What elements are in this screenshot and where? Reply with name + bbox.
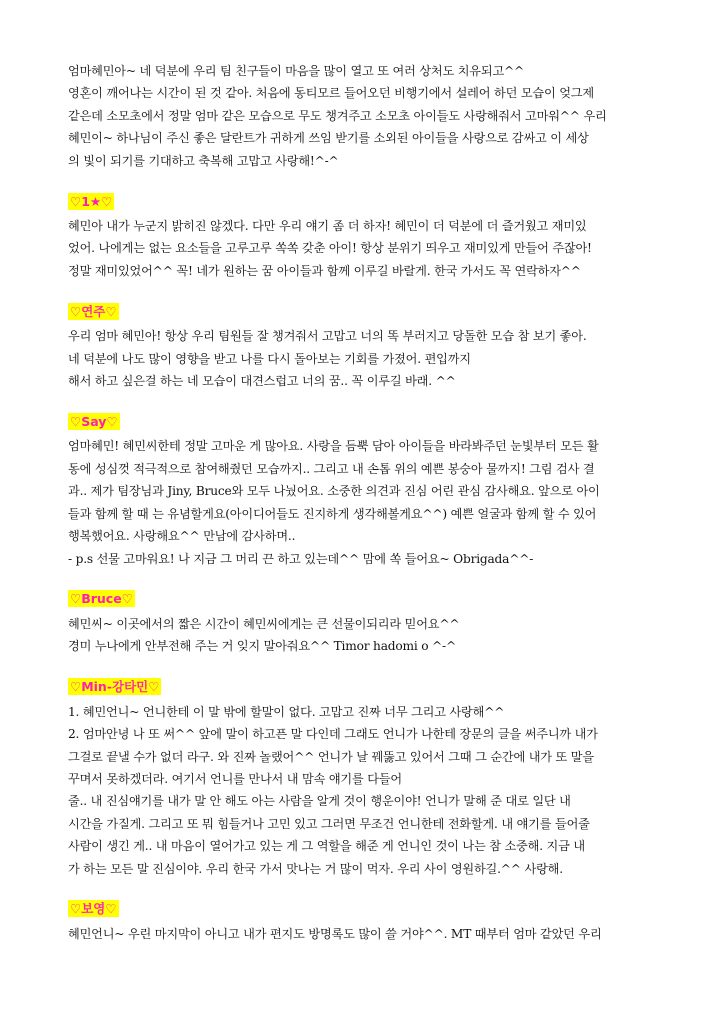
message-paragraph — [68, 435, 652, 569]
message-section — [68, 588, 652, 658]
text-line: 줄.. 내 진심얘기를 내가 말 안 해도 아는 사람을 알게 것이 행운이야! 언니가 말해 준 대로 일단 내 — [68, 794, 571, 809]
text-line: 네 덕분에 나도 많이 영향을 받고 나를 다시 돌아보는 기회를 가졌어. 편입까지 — [68, 351, 471, 366]
message-section — [68, 898, 652, 945]
text-line: 정말 재미있었어^^ 꼭! 네가 원하는 꿈 아이들과 함께 이루길 바랄게. 한국 가서도 꼭 연락하자^^ — [68, 263, 581, 278]
section-heading: ♡보영♡ — [70, 901, 117, 917]
text-line: 었어. 나에게는 없는 요소들을 고루고루 쏙쏙 갖춘 아이! 항상 분위기 띄우고 재미있게 만들어 주잖아! — [68, 241, 592, 256]
text-line: - p.s 선물 고마워요! 나 지금 그 머리 끈 하고 있는데^^ 맘에 쏙 들어요~ Obrigada^^- — [68, 551, 534, 566]
section-heading: ♡연주♡ — [70, 303, 117, 319]
message-section — [68, 60, 652, 172]
text-line: 같은데 소모초에서 정말 엄마 같은 모습으로 무도 챙겨주고 소모초 아이들도 사랑해줘서 고마워^^ 우리 — [68, 108, 607, 123]
text-line: 엄마혜민아~ 네 덕분에 우리 팀 친구들이 마음을 많이 열고 또 여러 상처도 치유되고^^ — [68, 64, 525, 78]
text-line: 2. 엄마안녕 나 또 써^^ 앞에 말이 하고픈 말 다인데 그래도 언니가 나한테 장문의 글을 써주니까 내가 — [68, 727, 598, 742]
text-line: 동에 성심껏 적극적으로 참여해줬던 모습까지.. 그리고 내 손톱 위의 예쁜 봉숭아 물까지! 그림 검사 결 — [68, 461, 595, 476]
text-line: 행복했어요. 사랑해요^^ 만남에 감사하며.. — [68, 529, 296, 544]
text-line: 혜민이~ 하나님이 주신 좋은 달란트가 귀하게 쓰임 받기를 소외된 아이들을 사랑으로 감싸고 이 세상 — [68, 131, 589, 146]
section-heading-row — [68, 410, 652, 432]
section-heading-row — [68, 300, 652, 322]
text-line: 1. 혜민언니~ 언니한테 이 말 밖에 할말이 없다. 고맙고 진짜 너무 그리고 사랑해^^ — [68, 704, 505, 719]
section-heading: ♡Min-강타민♡ — [70, 679, 160, 695]
message-paragraph — [68, 613, 652, 658]
text-line: 경미 누나에게 안부전해 주는 거 잊지 말아줘요^^ Timor hadomi o ^-^ — [68, 639, 456, 654]
text-line: 영혼이 깨어나는 시간이 된 것 같아. 처음에 동티모르 들어오던 비행기에서 설레어 하던 모습이 엊그제 — [68, 86, 594, 101]
text-line: 가 하는 모든 말 진심이야. 우리 한국 가서 맛나는 거 많이 먹자. 우리 사이 영원하길.^^ 사랑해. — [68, 861, 563, 876]
text-line: 과.. 제가 팀장님과 Jiny, Bruce와 모두 나눴어요. 소중한 의견과 진심 어린 관심 감사해요. 앞으로 아이 — [68, 484, 600, 499]
section-heading: ♡Bruce♡ — [70, 591, 133, 607]
message-paragraph — [68, 325, 652, 392]
message-paragraph — [68, 923, 652, 945]
message-paragraph — [68, 701, 652, 880]
text-line: 사람이 생긴 게.. 내 마음이 열어가고 있는 게 그 역할을 해준 게 언니인 것이 나는 참 소중해. 지금 내 — [68, 839, 585, 854]
text-line: 들과 함께 할 때 는 유념할게요(아이디어들도 진지하게 생각해볼게요^^) 예쁜 얼굴과 함께 할 수 있어 — [68, 506, 597, 521]
text-line: 우리 엄마 혜민아! 항상 우리 팀원들 잘 챙겨줘서 고맙고 너의 똑 부러지고 당돌한 모습 참 보기 좋아. — [68, 329, 587, 344]
section-heading: ♡Say♡ — [70, 413, 118, 429]
text-line: 해서 하고 싶은걸 하는 네 모습이 대견스럽고 너의 꿈.. 꼭 이루길 바래. ^^ — [68, 374, 456, 389]
section-heading-row — [68, 588, 652, 610]
text-line: 그걸로 끝낼 수가 없더 라구. 와 진짜 놀랬어^^ 언니가 날 꿰뚫고 있어서 그때 그 순간에 내가 또 말을 — [68, 749, 594, 764]
message-paragraph — [68, 60, 652, 172]
text-line: 혜민아 내가 누군지 밝히진 않겠다. 다만 우리 얘기 좀 더 하자! 혜민이 더 덕분에 더 즐거웠고 재미있 — [68, 219, 587, 234]
text-line: 의 빛이 되기를 기대하고 축복해 고맙고 사랑해!^-^ — [68, 153, 339, 168]
message-section — [68, 410, 652, 569]
text-line: 시간을 가질게. 그리고 또 뭐 힘들거나 고민 있고 그러면 무조건 언니한테 전화할게. 내 얘기를 들어줄 — [68, 816, 590, 831]
message-section — [68, 300, 652, 392]
section-heading-row — [68, 898, 652, 920]
text-line: 혜민씨~ 이곳에서의 짧은 시간이 혜민씨에게는 큰 선물이되리라 믿어요^^ — [68, 616, 460, 631]
text-line: 꾸며서 못하겠더라. 여기서 언니를 만나서 내 맘속 얘기를 다들어 — [68, 771, 402, 786]
message-paragraph — [68, 215, 652, 282]
section-heading-row — [68, 676, 652, 698]
message-section — [68, 190, 652, 282]
section-heading-row — [68, 190, 652, 212]
text-line: 엄마혜민! 혜민씨한테 정말 고마운 게 많아요. 사랑을 듬뿍 담아 아이들을 바라봐주던 눈빛부터 모든 활 — [68, 439, 599, 454]
section-heading: ♡1★♡ — [70, 193, 113, 209]
message-section — [68, 676, 652, 880]
text-line: 혜민언니~ 우린 마지막이 아니고 내가 편지도 방명록도 많이 쓸 거야^^. MT 때부터 엄마 같았던 우리 — [68, 926, 602, 941]
